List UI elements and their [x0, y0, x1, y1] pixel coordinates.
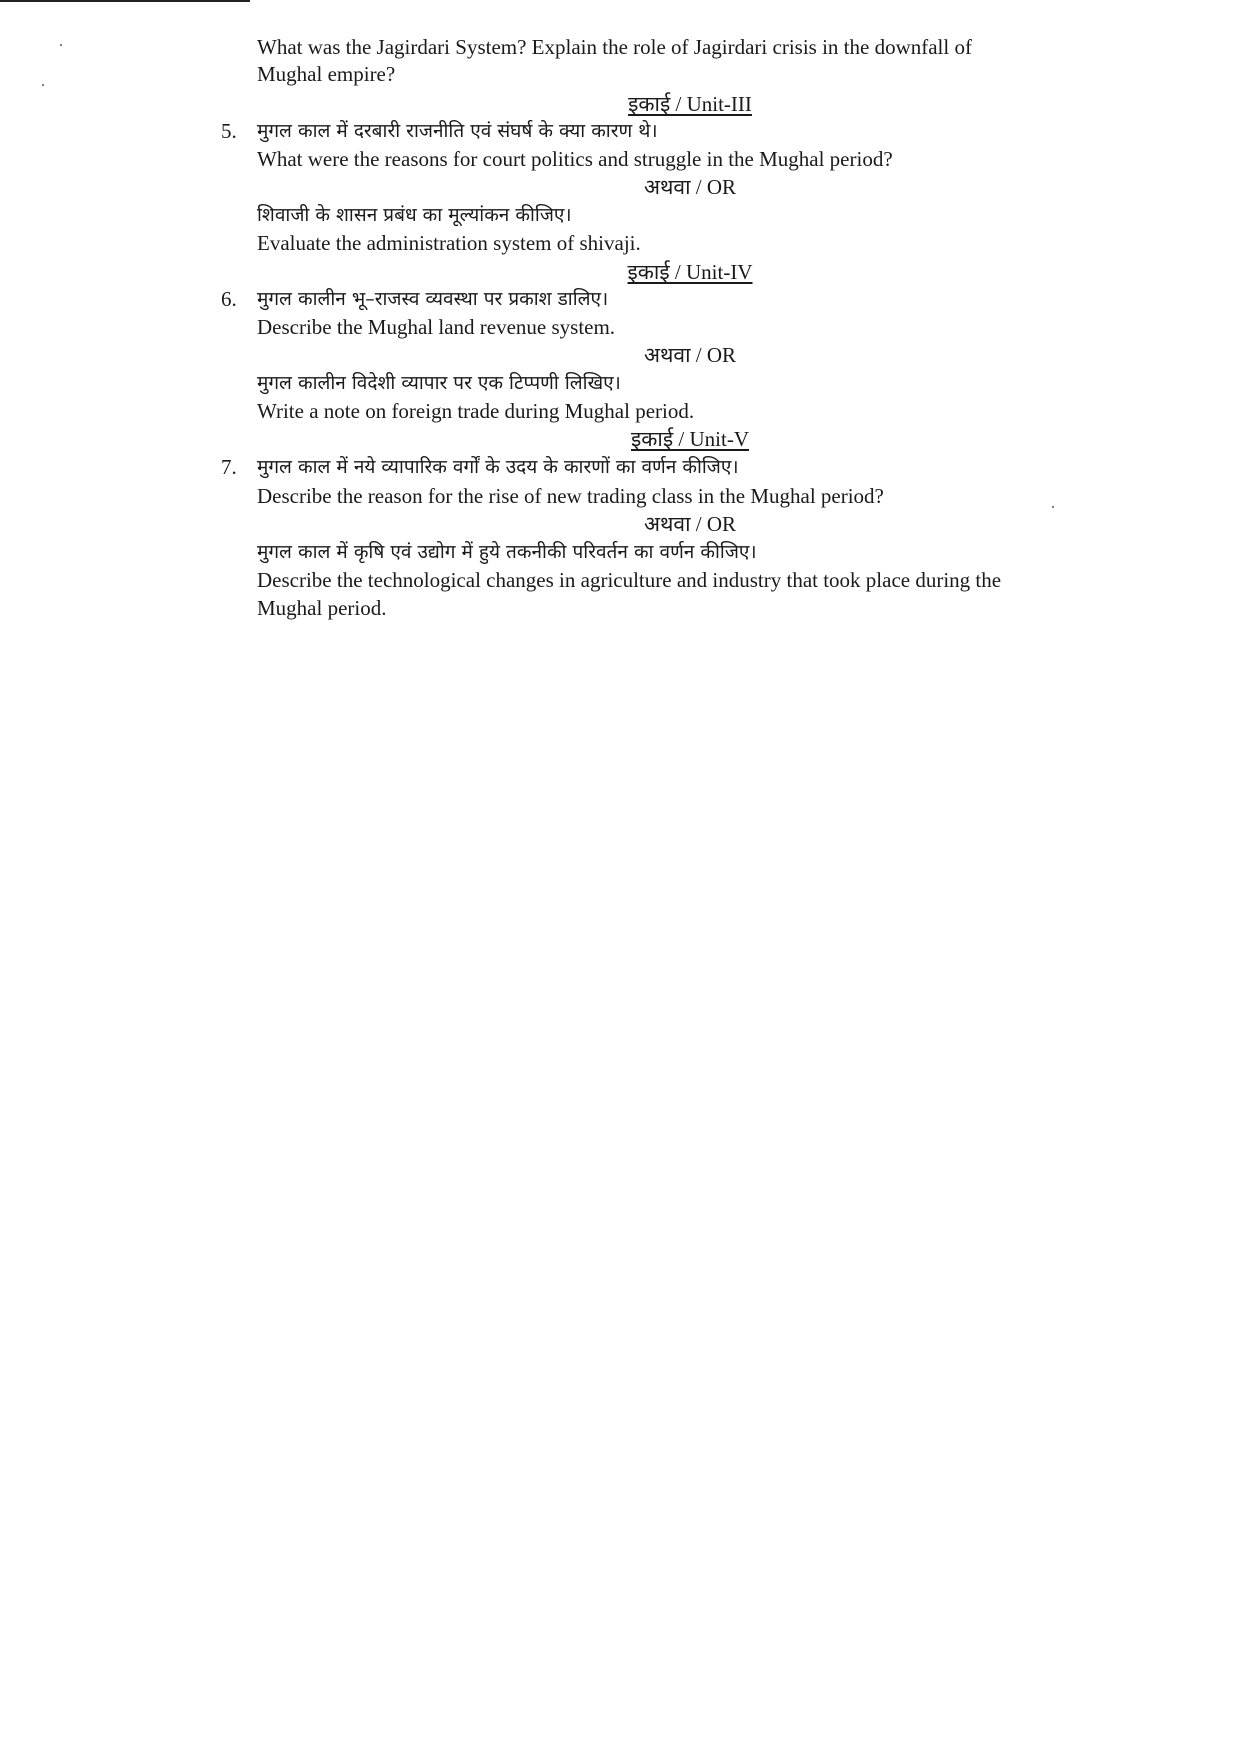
continuation-english-line1: What was the Jagirdari System? Explain the role of Jagirdari crisis in the downfall of [257, 35, 972, 59]
question-hindi: मुगल काल में नये व्यापारिक वर्गों के उदय के कारणों का वर्णन कीजिए। [257, 456, 739, 478]
scan-speck [1052, 506, 1054, 508]
scan-speck [60, 44, 62, 46]
question-hindi: मुगल कालीन भू–राजस्व व्यवस्था पर प्रकाश डालिए। [257, 288, 609, 310]
continuation-english-line2: Mughal empire? [257, 62, 396, 86]
question-number: 6. [221, 287, 237, 311]
unit-heading: इकाई / Unit-IV [627, 260, 753, 284]
question-hindi: मुगल काल में दरबारी राजनीति एवं संघर्ष के क्या कारण थे। [257, 120, 658, 142]
alternate-question-hindi: मुगल कालीन विदेशी व्यापार पर एक टिप्पणी लिखिए। [257, 372, 621, 394]
question-english: Describe the Mughal land revenue system. [257, 315, 616, 339]
alternate-question-hindi: शिवाजी के शासन प्रबंध का मूल्यांकन कीजिए। [257, 204, 572, 226]
unit-heading: इकाई / Unit-III [628, 92, 752, 116]
alternate-question-english-line2: Mughal period. [257, 596, 387, 620]
question-english: Describe the reason for the rise of new trading class in the Mughal period? [257, 484, 884, 508]
question-number: 5. [221, 119, 237, 143]
alternate-question-english-line1: Describe the technological changes in agriculture and industry that took place during the [257, 568, 1002, 592]
question-english: What were the reasons for court politics and struggle in the Mughal period? [257, 147, 893, 171]
top-rule [0, 0, 250, 2]
unit-heading: इकाई / Unit-V [630, 427, 750, 451]
alternate-question-english: Evaluate the administration system of shivaji. [257, 231, 641, 255]
or-label: अथवा / OR [643, 175, 737, 199]
question-number: 7. [221, 455, 237, 479]
scan-speck [42, 84, 44, 86]
or-label: अथवा / OR [643, 512, 737, 536]
or-label: अथवा / OR [643, 343, 737, 367]
alternate-question-hindi: मुगल काल में कृषि एवं उद्योग में हुये तकनीकी परिवर्तन का वर्णन कीजिए। [257, 541, 757, 563]
alternate-question-english: Write a note on foreign trade during Mughal period. [257, 399, 695, 423]
